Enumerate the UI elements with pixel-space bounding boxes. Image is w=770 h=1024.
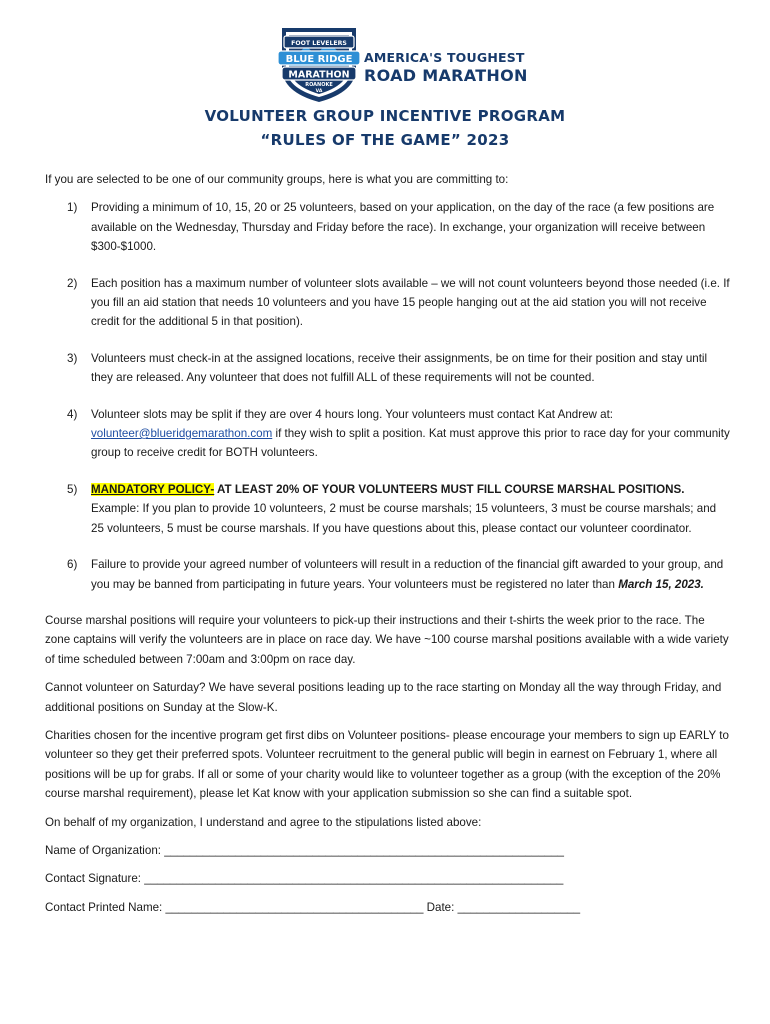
- rule-text-before: Volunteer slots may be split if they are over 4 hours long. Your volunteers must contact Kat Andrew at:: [91, 407, 614, 421]
- header: [0, 22, 770, 102]
- blue-ridge-marathon-logo: [274, 22, 364, 104]
- document-title-line1: VOLUNTEER GROUP INCENTIVE PROGRAM: [204, 107, 566, 125]
- rules-list: [45, 198, 730, 594]
- logo-banner-text: FOOT LEVELERS: [291, 40, 347, 47]
- mandatory-policy-text: AT LEAST 20% OF YOUR VOLUNTEERS MUST FILL COURSE MARSHAL POSITIONS.: [214, 482, 685, 496]
- rule-item-4: [45, 405, 730, 463]
- rule-number: 3): [67, 351, 78, 365]
- intro-text: If you are selected to be one of our community groups, here is what you are committing to:: [45, 173, 509, 186]
- rule-number: 6): [67, 558, 78, 572]
- rule-number: 5): [67, 482, 78, 496]
- rule-text: Volunteers must check-in at the assigned locations, receive their assignments, be on time for their position and stay until they are released. Any volunteer that does not fulfill ALL of these requirements will not be counted.: [91, 351, 708, 385]
- agreement-statement: On behalf of my organization, I understand and agree to the stipulations listed above:: [45, 815, 482, 829]
- rule-text-after: if they wish to split a position. Kat must approve this prior to race day for your community group to receive credit for BOTH volunteers.: [91, 427, 730, 460]
- rule-item-5: [45, 480, 730, 538]
- logo-line2: MARATHON: [288, 69, 350, 81]
- rule-text: Each position has a maximum number of volunteer slots available – we will not count volunteers beyond those needed (i.e. If you fill an aid station that needs 10 volunteers and you have 15 people hanging out at the aid station you will not receive credit for the additional 5 in that position).: [91, 276, 730, 329]
- contact-printed-name-date-field[interactable]: Contact Printed Name: ________________________________________ Date: ___________________: [45, 900, 581, 914]
- document-body: [45, 170, 730, 926]
- registration-deadline: March 15, 2023.: [618, 577, 704, 591]
- course-marshal-paragraph: Course marshal positions will require your volunteers to pick-up their instructions and their t-shirts the week prior to the race. The zone captains will verify the volunteers are in place on race day. We have ~100 course marshal positions available with a wide variety of time scheduled between 7:00am and 3:00pm on race day.: [45, 613, 729, 666]
- rule-number: 4): [67, 407, 78, 421]
- contact-signature-field[interactable]: Contact Signature: _________________________________________________________________: [45, 872, 564, 886]
- charities-paragraph: Charities chosen for the incentive program get first dibs on Volunteer positions- please encourage your members to sign up EARLY to volunteer so they get their preferred spots. Volunteer recruitment to the general public will begin in earnest on February 1, where all positions will be up for grabs. If all or some of your charity would like to volunteer together as a group (with the exception of the 20% course marshal requirement), please let Kat know with your application submission so she can find a suitable spot.: [45, 728, 729, 801]
- rule-item-3: [45, 349, 730, 388]
- logo-emblem: [274, 22, 364, 104]
- weekday-positions-paragraph: Cannot volunteer on Saturday? We have several positions leading up to the race starting on Monday all the way through Friday, and additional positions on Sunday at the Slow-K.: [45, 681, 722, 714]
- document-title-line2: “RULES OF THE GAME” 2023: [260, 131, 510, 149]
- rule-item-2: [45, 274, 730, 332]
- rule-number: 1): [67, 201, 78, 215]
- organization-name-field[interactable]: Name of Organization: ______________________________________________________________: [45, 843, 564, 857]
- tagline: [364, 52, 528, 84]
- rule-number: 2): [67, 276, 78, 290]
- tagline-line2: ROAD MARATHON: [364, 65, 528, 85]
- tagline-line1: AMERICA'S TOUGHEST: [364, 50, 525, 65]
- rule-item-6: [45, 555, 730, 594]
- logo-line1: BLUE RIDGE: [285, 54, 353, 65]
- logo-line3: ROANOKE: [305, 82, 333, 88]
- volunteer-email-link[interactable]: volunteer@blueridgemarathon.com: [91, 427, 273, 441]
- rule-text: Example: If you plan to provide 10 volunteers, 2 must be course marshals; 15 volunteers, 3 must be course marshals; and 25 volunteers, 5 must be course marshals. If you have questions about this, please contact our volunteer coordinator.: [91, 502, 717, 535]
- logo-line4: VA: [315, 89, 323, 94]
- rule-item-1: [45, 198, 730, 256]
- rule-text: Providing a minimum of 10, 15, 20 or 25 volunteers, based on your application, on the day of the race (a few positions are available on the Wednesday, Thursday and Friday before the race). In exchange, your organization will receive between $300-$1000.: [91, 201, 715, 254]
- rule-text: Failure to provide your agreed number of volunteers will result in a reduction of the financial gift awarded to your group, and you may be banned from participating in future years. Your volunteers must be registered no later than: [91, 558, 724, 591]
- mandatory-policy-highlight: MANDATORY POLICY-: [91, 482, 215, 496]
